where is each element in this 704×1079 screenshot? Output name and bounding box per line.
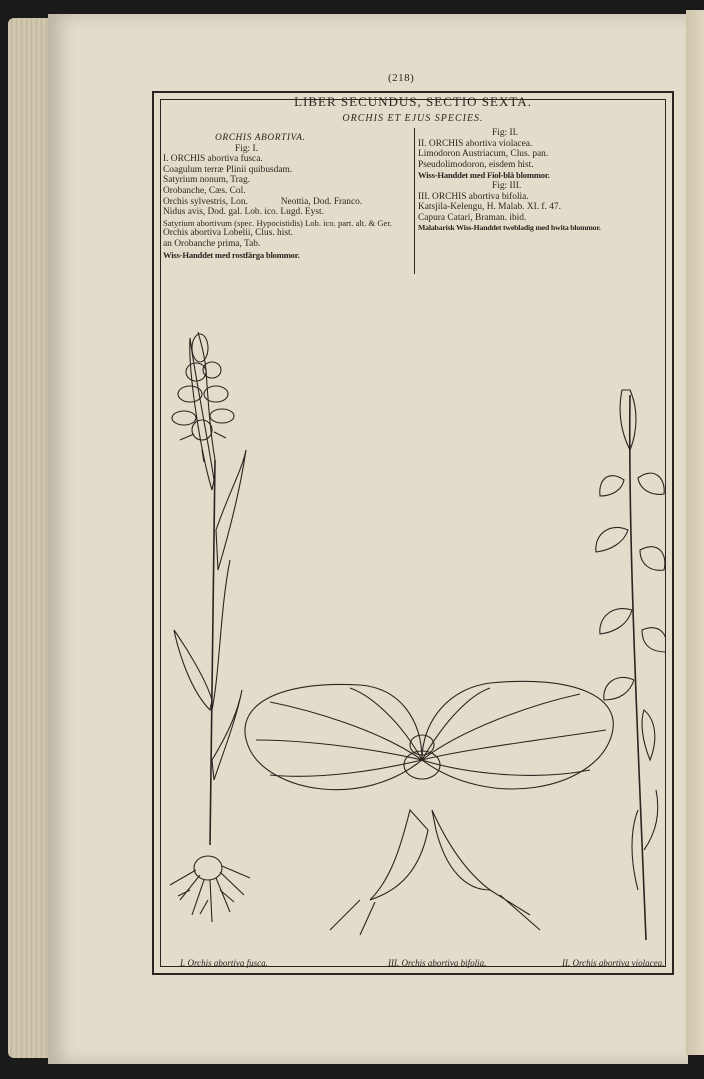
synonym-line: Coagulum terræ Plinii quibusdam. [163, 164, 293, 175]
caption-fig2: II. Orchis abortiva violacea. [562, 958, 665, 968]
synonym-line: Satyrium abortivum (spec. Hypocistidis) Lob. ico. part. alt. & Ger. [163, 217, 392, 228]
swedish-name-line: Wiss-Handdet med Fiol-blå blommor. [418, 170, 550, 181]
caption-fig1: I. Orchis abortiva fusca. [180, 958, 268, 968]
synonym-line: Limodoron Austriacum, Clus. pan. [418, 149, 549, 160]
synonym-line: Pseudolimodoron, eisdem hist. [418, 159, 534, 170]
right-text-column [418, 128, 666, 234]
orchis-bifolia-drawing [245, 681, 613, 935]
orchis-fusca-drawing [170, 332, 250, 922]
synonym-line: Orobanche, Cæs. Col. [163, 185, 246, 196]
fig2-label: Fig: II. [492, 128, 519, 138]
synonym-line: Nidus avis, Dod. gal. Lob. ico. Lugd. Eyst. [163, 207, 324, 218]
left-text-column [163, 133, 411, 260]
column-divider [414, 128, 415, 274]
next-page-edge [686, 10, 704, 1055]
fig1-label: Fig: I. [235, 143, 258, 154]
page-number: (218) [388, 72, 415, 84]
fig3-label: Fig: III. [492, 180, 522, 191]
synonym-line: Orchis sylvestris, Lon. Neottia, Dod. Franco. [163, 196, 363, 207]
swedish-name-line: Malabarisk Wiss-Handdet twebladig med hwita blommor. [418, 223, 601, 233]
botanical-illustration [160, 290, 666, 950]
orchis-violacea-drawing [596, 390, 666, 940]
synonym-line: Katsjila-Kelengu, H. Malab. XI. f. 47. [418, 202, 561, 213]
synonym-line: Orchis abortiva Lobelii, Clus. hist. [163, 228, 293, 239]
synonym-line: III. ORCHIS abortiva bifolia. [418, 191, 529, 202]
synonym-line: I. ORCHIS abortiva fusca. [163, 154, 263, 165]
synonym-line: an Orobanche prima, Tab. [163, 238, 261, 249]
synonym-line: Satyrium nonum, Trag. [163, 175, 250, 186]
swedish-name-line: Wiss-Handdet med rostfärga blommor. [163, 249, 300, 260]
synonym-line: Capura Catari, Braman. ibid. [418, 212, 527, 223]
left-column-title: ORCHIS ABORTIVA. [215, 133, 306, 143]
caption-fig3: III. Orchis abortiva bifolia. [388, 958, 487, 968]
section-title: LIBER SECUNDUS, SECTIO SEXTA. [294, 94, 532, 109]
synonym-line: II. ORCHIS abortiva violacea. [418, 138, 533, 149]
section-subtitle: ORCHIS ET EJUS SPECIES. [342, 113, 484, 124]
